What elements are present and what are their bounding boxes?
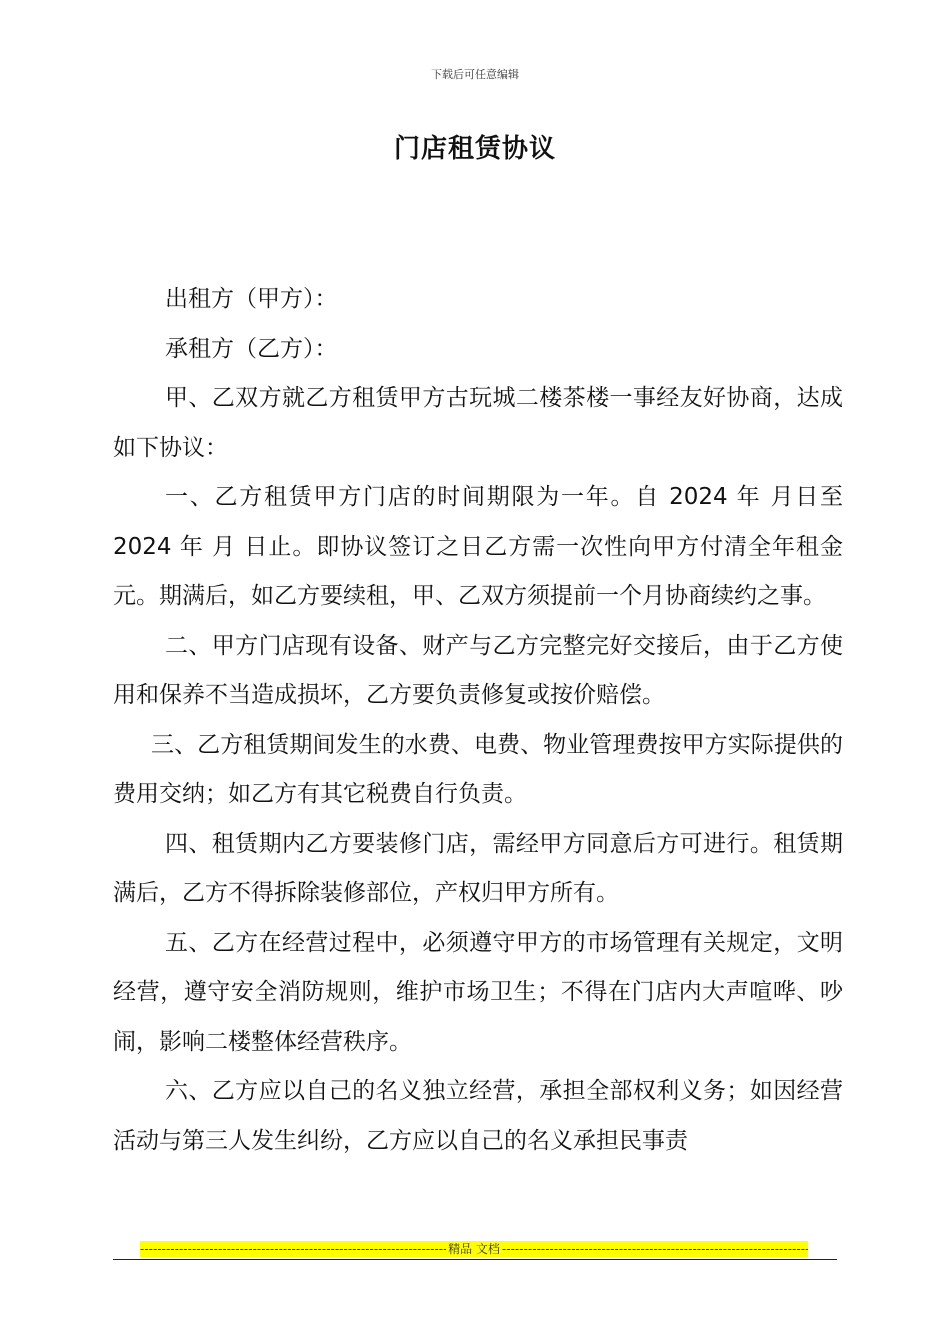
clause-5: 五、乙方在经营过程中，必须遵守甲方的市场管理有关规定，文明经营，遵守安全消防规则，维护市场卫生；不得在门店内大声喧哗、吵闹，影响二楼整体经营秩序。 (113, 929, 843, 1055)
clause-1: 一、乙方租赁甲方门店的时间期限为一年。自 2024 年 月日至 2024 年 月 日止。即协议签订之日乙方需一次性向甲方付清全年租金 元。期满后，如乙方要续租，甲、乙双方须提前一个月协商续约之事。 (113, 484, 843, 609)
clause-4: 四、租赁期内乙方要装修门店，需经甲方同意后方可进行。租赁期满后，乙方不得拆除装修部位，产权归甲方所有。 (113, 830, 843, 906)
footer-rule (113, 1259, 837, 1260)
footer-dashes-right (502, 1241, 808, 1257)
footer-watermark-band (140, 1241, 808, 1257)
document-body (113, 275, 843, 1166)
footer-label: 精品 文档 (448, 1242, 500, 1256)
clause-2: 二、甲方门店现有设备、财产与乙方完整完好交接后，由于乙方使用和保养不当造成损坏，乙方要负责修复或按价赔偿。 (113, 632, 843, 708)
lessee-line: 承租方（乙方）： (165, 335, 338, 362)
header-note: 下载后可任意编辑 (431, 68, 519, 81)
lessor-line: 出租方（甲方）： (165, 286, 338, 312)
footer-dashes-left (140, 1241, 446, 1257)
clause-3: 三、乙方租赁期间发生的水费、电费、物业管理费按甲方实际提供的费用交纳；如乙方有其它税费自行负责。 (113, 731, 843, 807)
clause-6: 六、乙方应以自己的名义独立经营，承担全部权利义务；如因经营活动与第三人发生纠纷，乙方应以自己的名义承担民事责 (113, 1078, 843, 1154)
preamble-paragraph: 甲、乙双方就乙方租赁甲方古玩城二楼茶楼一事经友好协商，达成如下协议： (113, 385, 843, 461)
document-title: 门店租赁协议 (393, 134, 556, 164)
